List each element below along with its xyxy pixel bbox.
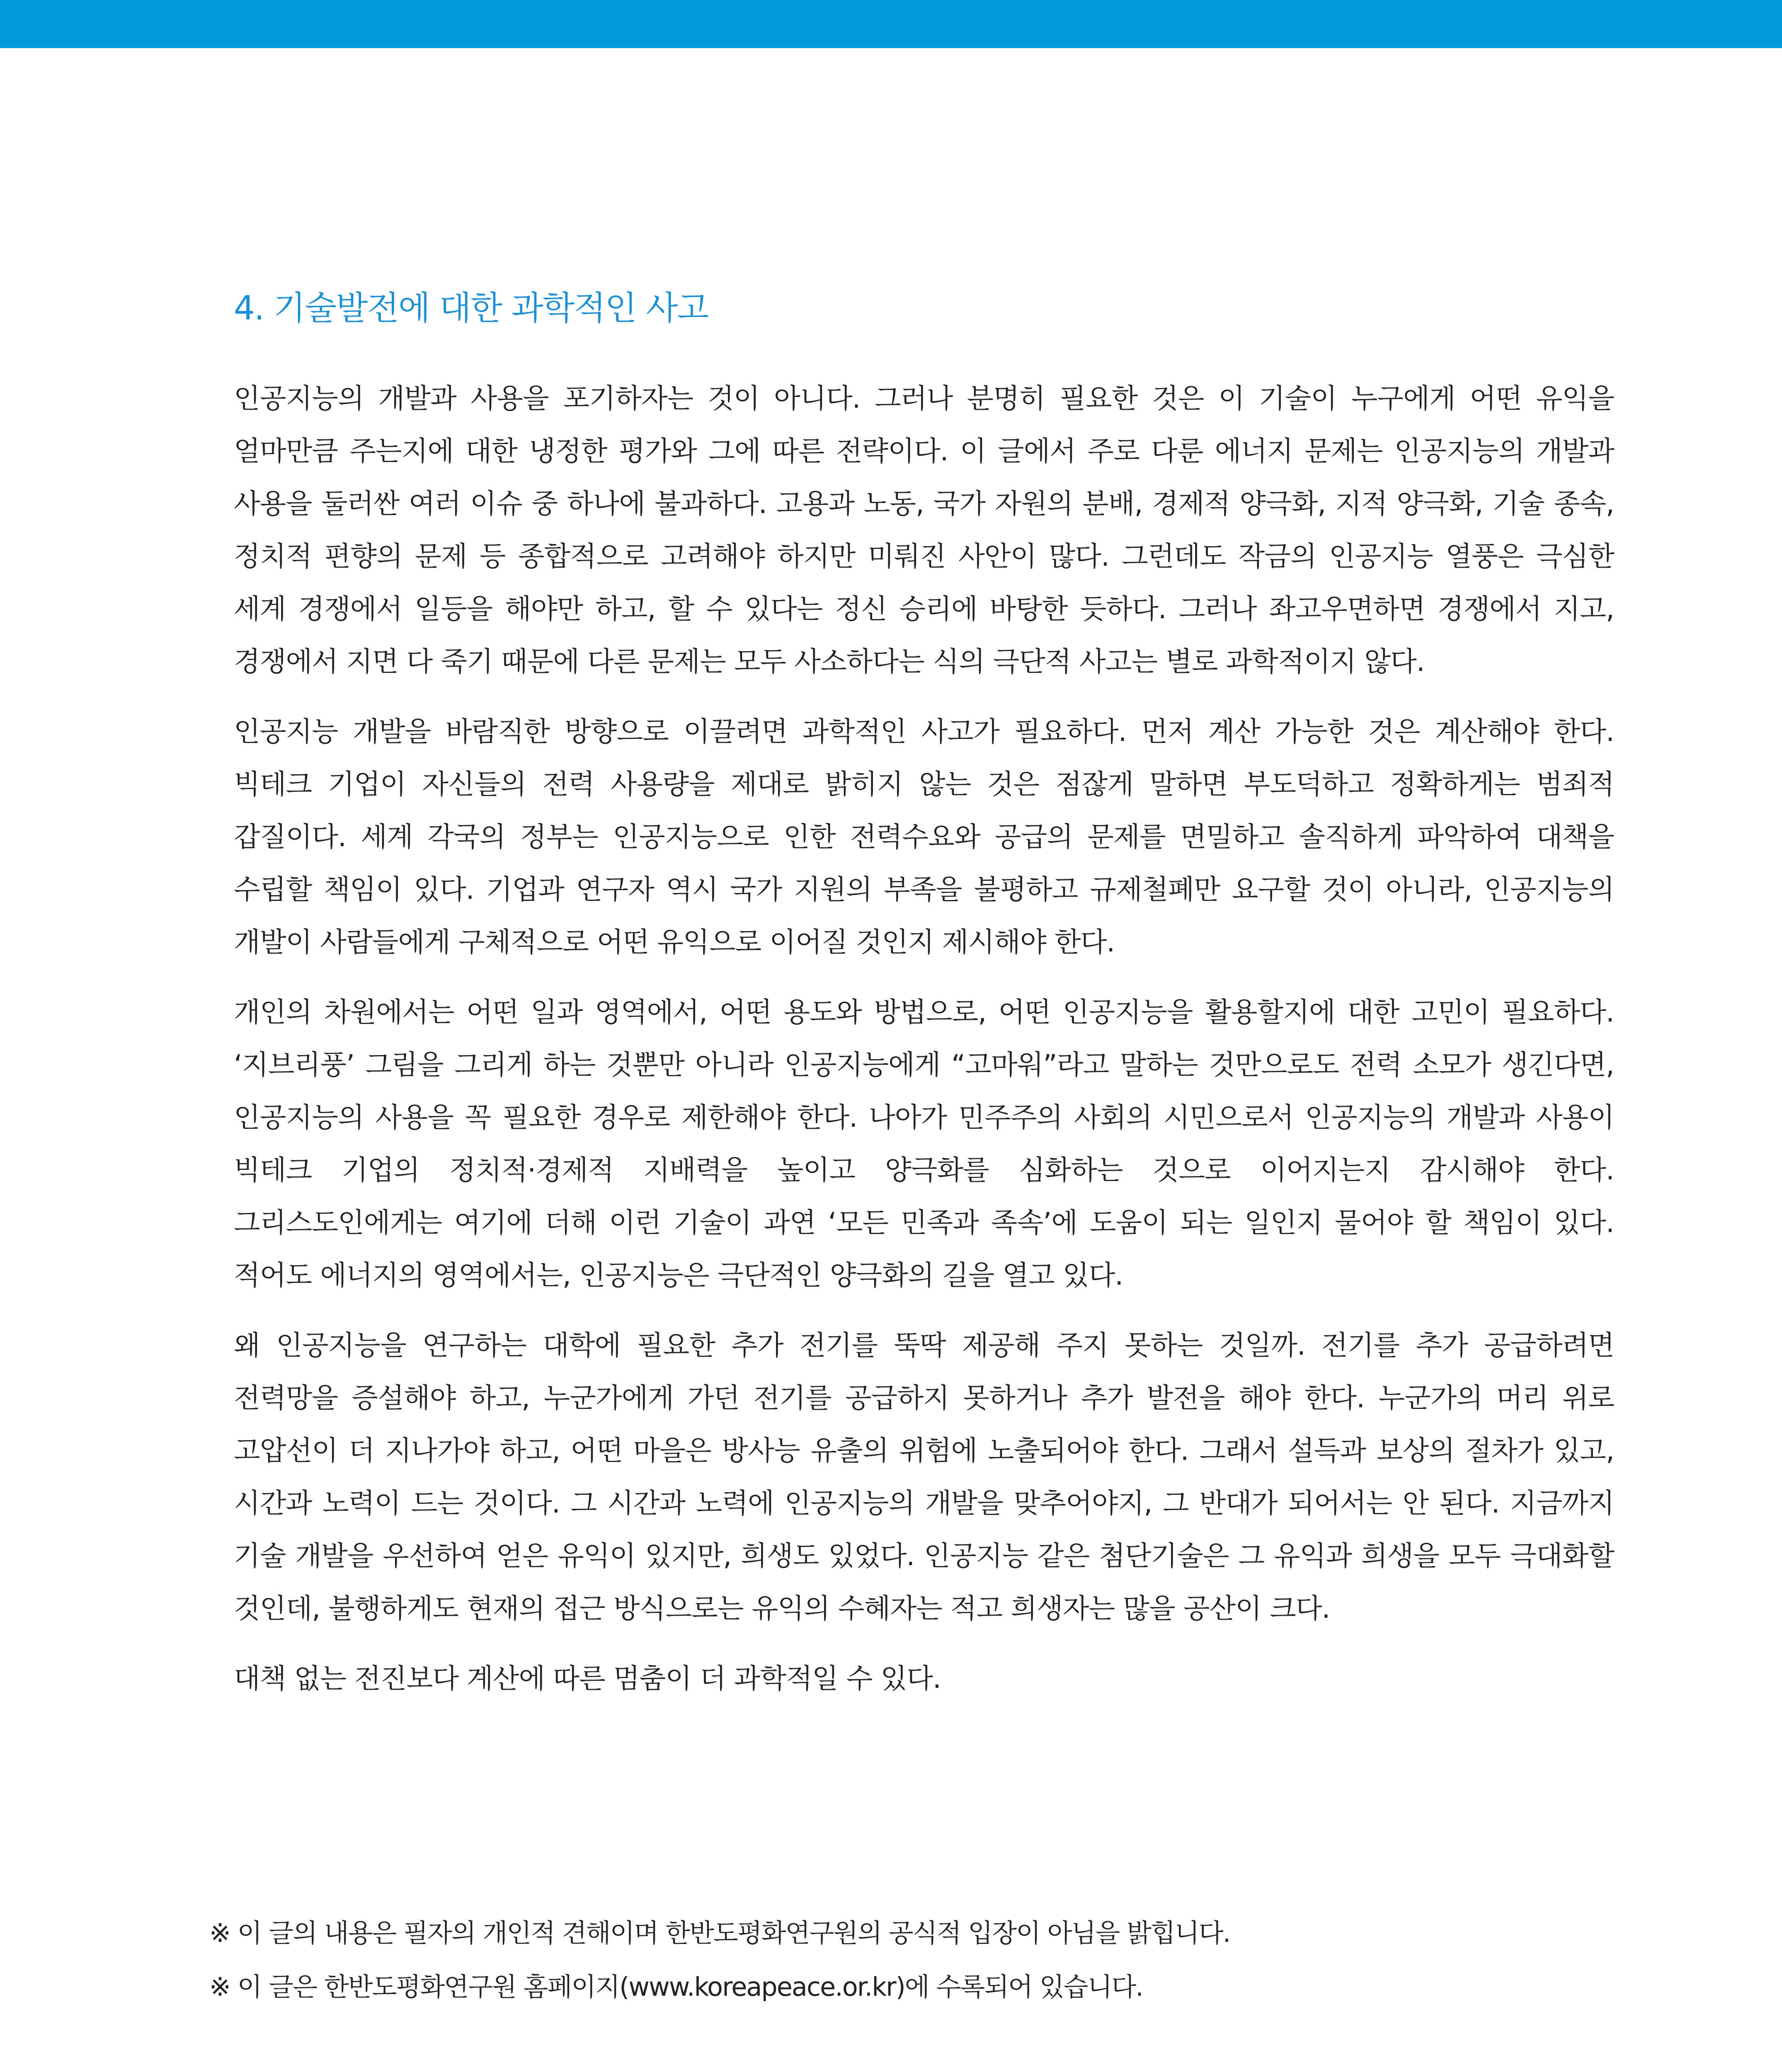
paragraph-4: 왜 인공지능을 연구하는 대학에 필요한 추가 전기를 뚝딱 제공해 주지 못하는 것일까. 전기를 추가 공급하려면 전력망을 증설해야 하고, 누군가에게 가던 전기를 공급하지 못하거나 추가 발전을 해야 한다. 누군가의 머리 위로 고압선이 더 지나가야 하고, 어떤 마을은 방사능 유출의 위험에 노출되어야 한다. 그래서 설득과 보상의 절차가 있고, 시간과 노력이 드는 것이다. 그 시간과 노력에 인공지능의 개발을 맞추어야지, 그 반대가 되어서는 안 된다. 지금까지 기술 개발을 우선하여 얻은 유익이 있지만, 희생도 있었다. 인공지능 같은 첨단기술은 그 유익과 희생을 모두 극대화할 것인데, 불행하게도 현재의 접근 방식으로는 유익의 수혜자는 적고 희생자는 많을 공산이 크다. — [234, 1329, 1614, 1624]
section-title: 4. 기술발전에 대한 과학적인 사고 — [234, 289, 708, 327]
source-note: ※ 이 글은 한반도평화연구원 홈페이지(www.koreapeace.or.kr)에 수록되어 있습니다. — [209, 1972, 1143, 2002]
paragraph-1: 인공지능의 개발과 사용을 포기하자는 것이 아니다. 그러나 분명히 필요한 것은 이 기술이 누구에게 어떤 유익을 얼마만큼 주는지에 대한 냉정한 평가와 그에 따른 전략이다. 이 글에서 주로 다룬 에너지 문제는 인공지능의 개발과 사용을 둘러싼 여러 이슈 중 하나에 불과하다. 고용과 노동, 국가 자원의 분배, 경제적 양극화, 지적 양극화, 기술 종속, 정치적 편향의 문제 등 종합적으로 고려해야 하지만 미뤄진 사안이 많다. 그런데도 작금의 인공지능 열풍은 극심한 세계 경쟁에서 일등을 해야만 하고, 할 수 있다는 정신 승리에 바탕한 듯하다. 그러나 좌고우면하면 경쟁에서 지고, 경쟁에서 지면 다 죽기 때문에 다른 문제는 모두 사소하다는 식의 극단적 사고는 별로 과학적이지 않다. — [234, 382, 1614, 678]
paragraph-5: 대책 없는 전진보다 계산에 따른 멈춤이 더 과학적일 수 있다. — [234, 1663, 941, 1694]
top-accent-bar — [0, 0, 1782, 48]
paragraph-2: 인공지능 개발을 바람직한 방향으로 이끌려면 과학적인 사고가 필요하다. 먼저 계산 가능한 것은 계산해야 한다. 빅테크 기업이 자신들의 전력 사용량을 제대로 밝히지 않는 것은 점잖게 말하면 부도덕하고 정확하게는 범죄적 갑질이다. 세계 각국의 정부는 인공지능으로 인한 전력수요와 공급의 문제를 면밀하고 솔직하게 파악하여 대책을 수립할 책임이 있다. 기업과 연구자 역시 국가 지원의 부족을 불평하고 규제철폐만 요구할 것이 아니라, 인공지능의 개발이 사람들에게 구체적으로 어떤 유익으로 이어질 것인지 제시해야 한다. — [234, 716, 1614, 958]
article-section — [234, 290, 1614, 1722]
footnotes — [209, 1906, 1619, 2014]
disclaimer-note: ※ 이 글의 내용은 필자의 개인적 견해이며 한반도평화연구원의 공식적 입장이 아님을 밝힙니다. — [209, 1918, 1230, 1948]
paragraph-3: 개인의 차원에서는 어떤 일과 영역에서, 어떤 용도와 방법으로, 어떤 인공지능을 활용할지에 대한 고민이 필요하다. ‘지브리풍’ 그림을 그리게 하는 것뿐만 아니라 인공지능에게 “고마워”라고 말하는 것만으로도 전력 소모가 생긴다면, 인공지능의 사용을 꼭 필요한 경우로 제한해야 한다. 나아가 민주주의 사회의 시민으로서 인공지능의 개발과 사용이 빅테크 기업의 정치적·경제적 지배력을 높이고 양극화를 심화하는 것으로 이어지는지 감시해야 한다. 그리스도인에게는 여기에 더해 이런 기술이 과연 ‘모든 민족과 족속’에 도움이 되는 일인지 물어야 할 책임이 있다. 적어도 에너지의 영역에서는, 인공지능은 극단적인 양극화의 길을 열고 있다. — [234, 996, 1614, 1291]
